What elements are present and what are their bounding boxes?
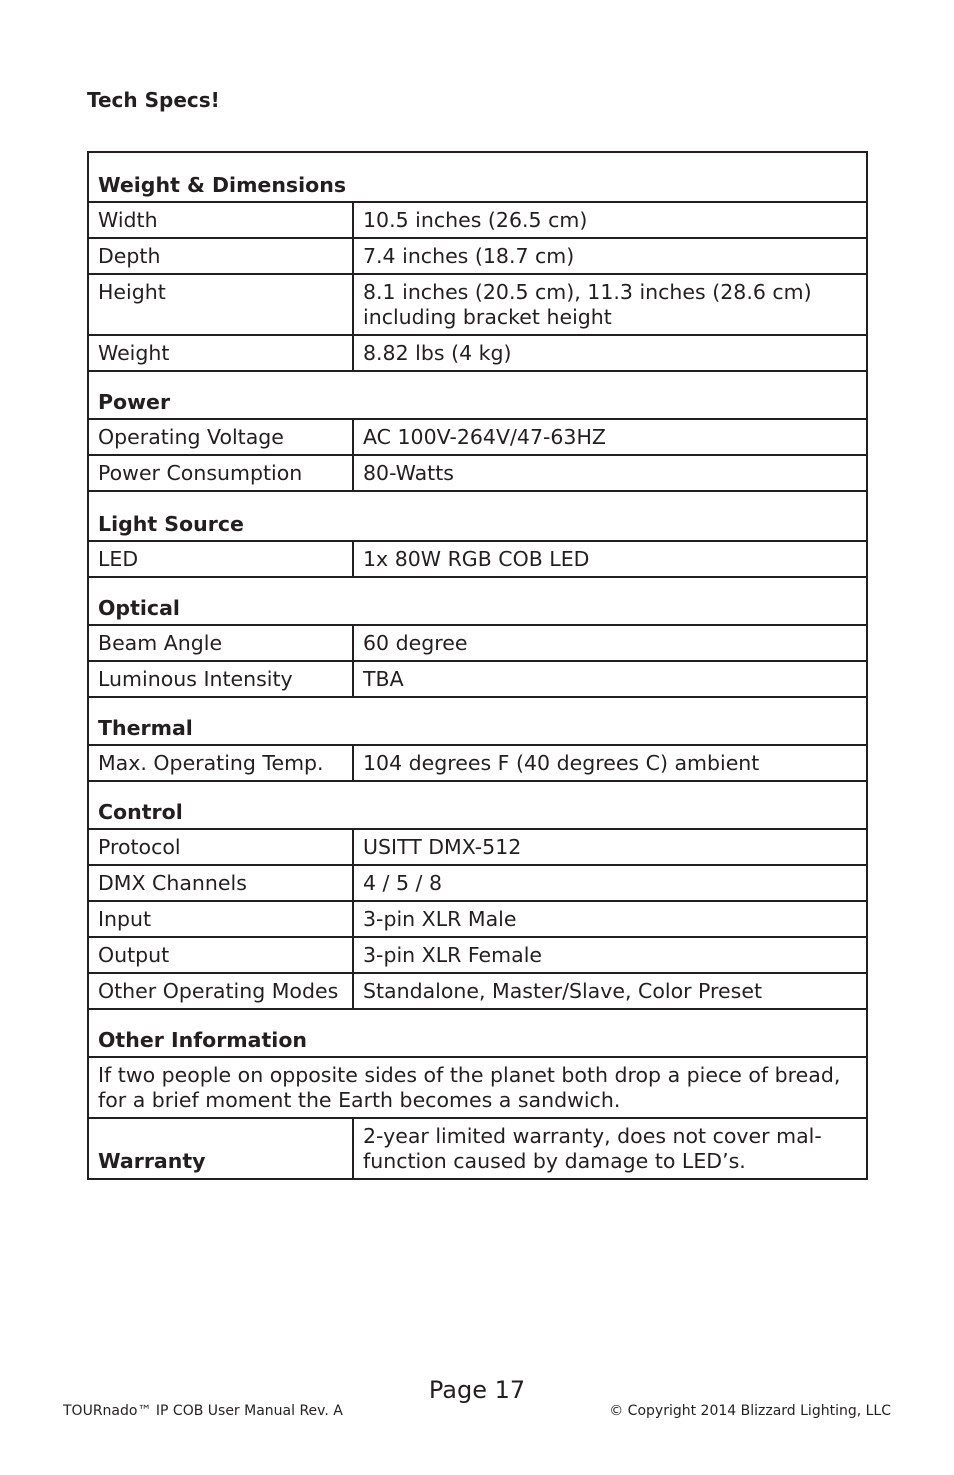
other-information-text: If two people on opposite sides of the planet both drop a piece of bread, for a brief moment the Earth becomes a sandwich. bbox=[88, 1057, 867, 1118]
table-row bbox=[88, 625, 867, 661]
spec-label: Input bbox=[88, 901, 353, 937]
spec-value: 104 degrees F (40 degrees C) ambient bbox=[353, 745, 867, 781]
page-number: Page 17 bbox=[428, 1376, 526, 1404]
section-title: Thermal bbox=[88, 697, 867, 745]
section-header-row bbox=[88, 491, 867, 541]
table-row bbox=[88, 419, 867, 455]
table-row bbox=[88, 274, 867, 335]
spec-label: Beam Angle bbox=[88, 625, 353, 661]
spec-value: 60 degree bbox=[353, 625, 867, 661]
table-row bbox=[88, 901, 867, 937]
spec-value: 8.82 lbs (4 kg) bbox=[353, 335, 867, 371]
spec-label: Luminous Intensity bbox=[88, 661, 353, 697]
table-row bbox=[88, 541, 867, 577]
table-row bbox=[88, 335, 867, 371]
table-row bbox=[88, 1057, 867, 1118]
spec-label: Power Consumption bbox=[88, 455, 353, 491]
spec-value: 10.5 inches (26.5 cm) bbox=[353, 202, 867, 238]
footer-copyright: © Copyright 2014 Blizzard Lighting, LLC bbox=[609, 1403, 891, 1419]
table-row bbox=[88, 661, 867, 697]
section-title: Optical bbox=[88, 577, 867, 625]
table-row bbox=[88, 455, 867, 491]
section-header-row bbox=[88, 371, 867, 419]
warranty-value: 2-year limited warranty, does not cover mal-function caused by damage to LED’s. bbox=[353, 1118, 867, 1179]
spec-value: 7.4 inches (18.7 cm) bbox=[353, 238, 867, 274]
table-row bbox=[88, 937, 867, 973]
table-row bbox=[88, 1118, 867, 1179]
section-header-row bbox=[88, 781, 867, 829]
section-header-row bbox=[88, 697, 867, 745]
spec-value: 8.1 inches (20.5 cm), 11.3 inches (28.6 cm) including bracket height bbox=[353, 274, 867, 335]
section-header-row bbox=[88, 1009, 867, 1057]
spec-value: 4 / 5 / 8 bbox=[353, 865, 867, 901]
spec-label: Height bbox=[88, 274, 353, 335]
section-header-row bbox=[88, 577, 867, 625]
spec-label: Weight bbox=[88, 335, 353, 371]
spec-value: 3-pin XLR Female bbox=[353, 937, 867, 973]
spec-label: DMX Channels bbox=[88, 865, 353, 901]
warranty-label: Warranty bbox=[88, 1118, 353, 1179]
spec-label: Protocol bbox=[88, 829, 353, 865]
table-row bbox=[88, 745, 867, 781]
spec-label: Max. Operating Temp. bbox=[88, 745, 353, 781]
spec-label: Operating Voltage bbox=[88, 419, 353, 455]
spec-value: 3-pin XLR Male bbox=[353, 901, 867, 937]
spec-value: Standalone, Master/Slave, Color Preset bbox=[353, 973, 867, 1009]
section-title: Power bbox=[88, 371, 867, 419]
spec-label: LED bbox=[88, 541, 353, 577]
table-row bbox=[88, 202, 867, 238]
tech-specs-table bbox=[87, 151, 868, 1180]
section-title: Weight & Dimensions bbox=[88, 152, 867, 202]
spec-value: USITT DMX-512 bbox=[353, 829, 867, 865]
section-title: Other Information bbox=[88, 1009, 867, 1057]
spec-label: Width bbox=[88, 202, 353, 238]
spec-value: 80-Watts bbox=[353, 455, 867, 491]
spec-value: 1x 80W RGB COB LED bbox=[353, 541, 867, 577]
spec-label: Output bbox=[88, 937, 353, 973]
page-title: Tech Specs! bbox=[87, 88, 220, 112]
section-header-row bbox=[88, 152, 867, 202]
spec-value: AC 100V-264V/47-63HZ bbox=[353, 419, 867, 455]
spec-value: TBA bbox=[353, 661, 867, 697]
footer-manual-title: TOURnado™ IP COB User Manual Rev. A bbox=[63, 1403, 343, 1419]
table-row bbox=[88, 238, 867, 274]
table-row bbox=[88, 829, 867, 865]
section-title: Light Source bbox=[88, 491, 867, 541]
table-row bbox=[88, 865, 867, 901]
spec-label: Other Operating Modes bbox=[88, 973, 353, 1009]
table-row bbox=[88, 973, 867, 1009]
section-title: Control bbox=[88, 781, 867, 829]
spec-label: Depth bbox=[88, 238, 353, 274]
